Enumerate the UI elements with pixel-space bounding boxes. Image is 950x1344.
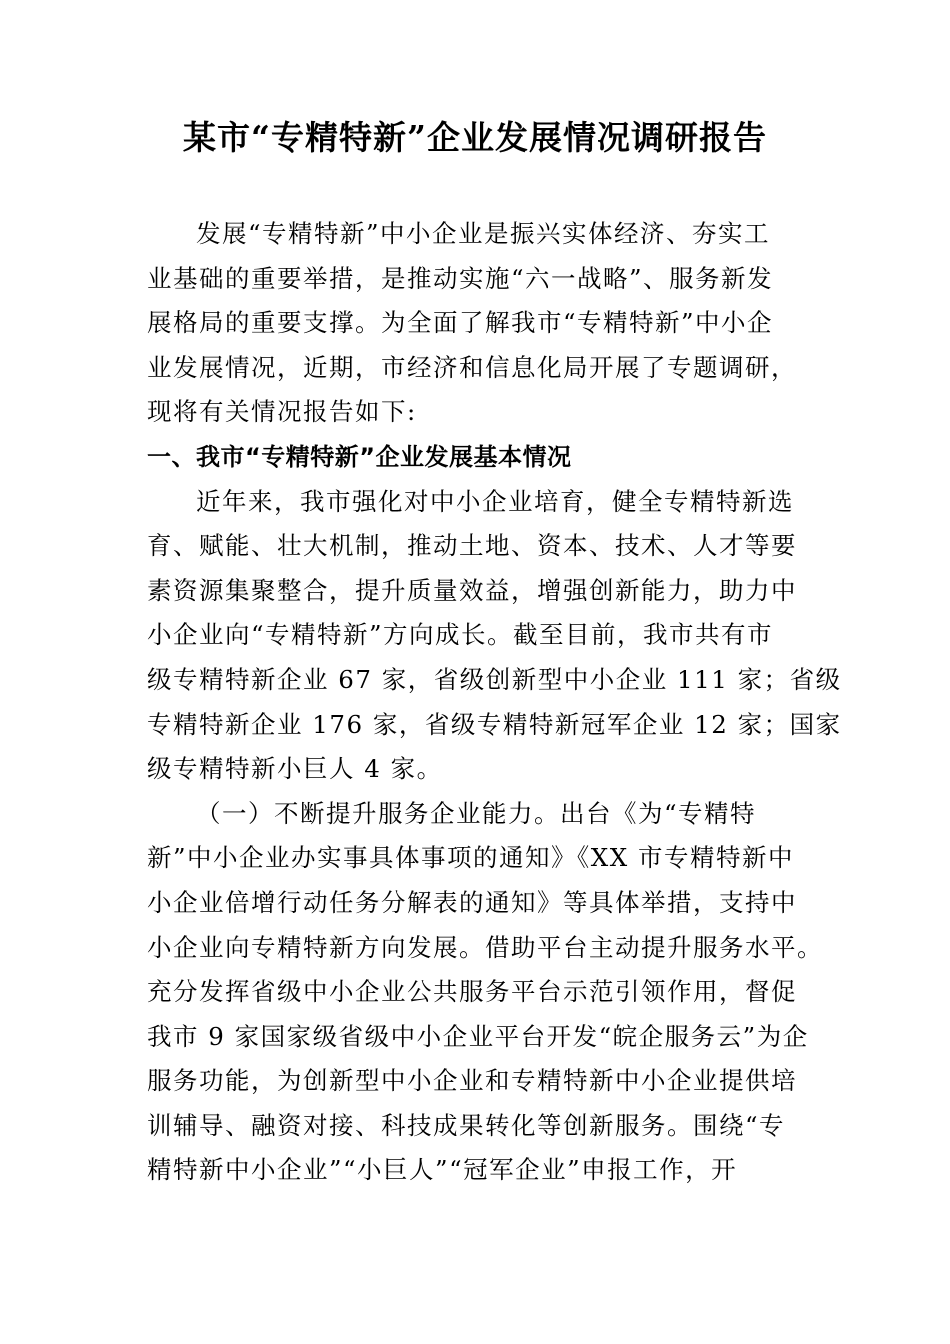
text-line: 专精特新企业 176 家，省级专精特新冠军企业 12 家；国家 bbox=[147, 709, 842, 739]
text-line: 级专精特新小巨人 4 家。 bbox=[147, 754, 443, 784]
text-line: 小企业向“专精特新”方向成长。截至目前，我市共有市 bbox=[147, 620, 774, 650]
text-line: 近年来，我市强化对中小企业培育，健全专精特新选 bbox=[196, 486, 794, 516]
text-line: 发展“专精特新”中小企业是振兴实体经济、夯实工 bbox=[196, 219, 771, 248]
text-line: 展格局的重要支撑。为全面了解我市“专精特新”中小企 bbox=[147, 308, 774, 338]
text-line: 充分发挥省级中小企业公共服务平台示范引领作用，督促 bbox=[147, 977, 797, 1007]
paragraph bbox=[147, 792, 823, 1193]
section-heading bbox=[147, 435, 817, 480]
text-line: 一、我市“专精特新”企业发展基本情况 bbox=[147, 442, 572, 471]
text-line: 育、赋能、壮大机制，推动土地、资本、技术、人才等要 bbox=[147, 531, 797, 561]
text-line: 业基础的重要举措，是推动实施“六一战略”、服务新发 bbox=[147, 263, 774, 293]
text-line: 训辅导、融资对接、科技成果转化等创新服务。围绕“专 bbox=[147, 1110, 786, 1140]
document-title: 某市“专精特新”企业发展情况调研报告 bbox=[183, 118, 767, 157]
text-line: 服务功能，为创新型中小企业和专精特新中小企业提供培 bbox=[147, 1066, 797, 1096]
text-line: 级专精特新企业 67 家，省级创新型中小企业 111 家；省级 bbox=[147, 664, 842, 694]
text-line: 我市 9 家国家级省级中小企业平台开发“皖企服务云”为企 bbox=[147, 1021, 809, 1051]
text-line: 精特新中小企业”“小巨人”“冠军企业”申报工作，开 bbox=[147, 1155, 738, 1185]
paragraph bbox=[147, 480, 842, 792]
text-line: （一）不断提升服务企业能力。出台《为“专精特 bbox=[196, 798, 757, 828]
text-line: 新”中小企业办实事具体事项的通知》《XX 市专精特新中 bbox=[147, 843, 794, 873]
text-line: 小企业向专精特新方向发展。借助平台主动提升服务水平。 bbox=[147, 932, 823, 962]
text-line: 素资源集聚整合，提升质量效益，增强创新能力，助力中 bbox=[147, 575, 797, 605]
text-line: 现将有关情况报告如下: bbox=[147, 397, 417, 427]
document-body bbox=[147, 212, 842, 1193]
paragraph bbox=[147, 212, 817, 435]
text-line: 业发展情况，近期，市经济和信息化局开展了专题调研， bbox=[147, 352, 797, 382]
text-line: 小企业倍增行动任务分解表的通知》等具体举措，支持中 bbox=[147, 887, 797, 917]
